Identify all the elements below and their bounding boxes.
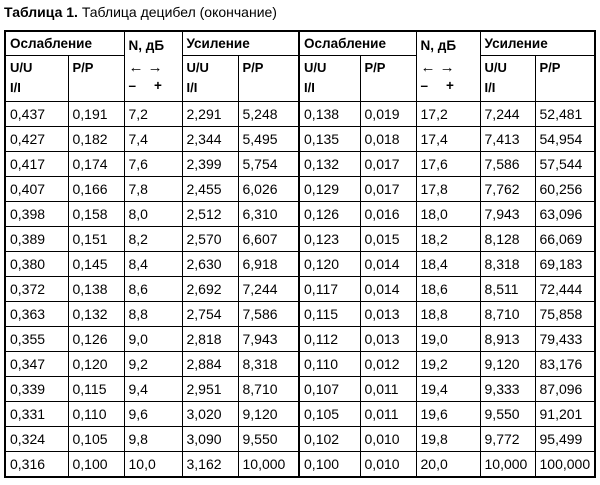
table-cell-n2: 19,0 <box>416 327 480 352</box>
table-cell-a-p: 0,120 <box>68 352 124 377</box>
table-cell-n2: 17,2 <box>416 102 480 127</box>
table-cell-a2-p: 0,019 <box>360 102 416 127</box>
table-cell-a-u: 0,355 <box>5 327 68 352</box>
table-cell-g2-u: 9,120 <box>480 352 535 377</box>
table-cell-g-p: 5,248 <box>238 102 299 127</box>
table-cell-a2-u: 0,117 <box>299 277 360 302</box>
table-row <box>5 277 595 302</box>
table-cell-g2-u: 7,943 <box>480 202 535 227</box>
header-uu-gain: U/U <box>186 60 209 75</box>
minus-sign: – <box>128 78 137 93</box>
table-caption <box>4 3 277 21</box>
arrows-text: ← → <box>128 59 163 76</box>
header-attenuation-2: Ослабление <box>299 31 416 56</box>
table-cell-g2-p: 100,000 <box>535 452 595 478</box>
arrows-icon-2 <box>421 59 480 77</box>
header-ii: I/I <box>10 80 21 95</box>
table-cell-g2-p: 83,176 <box>535 352 595 377</box>
table-cell-g-u: 2,951 <box>182 377 238 402</box>
header-gain-ratio-p-2 <box>535 56 595 102</box>
table-row <box>5 377 595 402</box>
table-row <box>5 427 595 452</box>
table-cell-a-p: 0,166 <box>68 177 124 202</box>
table-cell-g2-p: 60,256 <box>535 177 595 202</box>
table-cell-a2-p: 0,018 <box>360 127 416 152</box>
table-cell-a2-p: 0,014 <box>360 252 416 277</box>
table-cell-a-p: 0,100 <box>68 452 124 478</box>
table-cell-n: 7,2 <box>124 102 182 127</box>
minus-sign-2: – <box>420 78 429 93</box>
table-cell-a-u: 0,316 <box>5 452 68 478</box>
sign-legend-2 <box>421 77 480 95</box>
table-cell-a-p: 0,110 <box>68 402 124 427</box>
table-row <box>5 402 595 427</box>
header-ratio-ui <box>5 56 68 102</box>
table-cell-g2-u: 7,586 <box>480 152 535 177</box>
table-cell-g-p: 7,943 <box>238 327 299 352</box>
header-row-2 <box>5 56 595 102</box>
table-cell-n2: 18,6 <box>416 277 480 302</box>
table-cell-g2-u: 9,333 <box>480 377 535 402</box>
table-row <box>5 302 595 327</box>
table-cell-a-p: 0,191 <box>68 102 124 127</box>
table-cell-n: 8,2 <box>124 227 182 252</box>
table-cell-g2-u: 9,550 <box>480 402 535 427</box>
table-cell-a2-u: 0,105 <box>299 402 360 427</box>
table-cell-n: 7,6 <box>124 152 182 177</box>
table-cell-g-p: 10,000 <box>238 452 299 478</box>
table-cell-a2-p: 0,011 <box>360 402 416 427</box>
table-cell-n: 8,4 <box>124 252 182 277</box>
table-cell-a2-u: 0,115 <box>299 302 360 327</box>
table-cell-a2-u: 0,100 <box>299 452 360 478</box>
table-cell-g2-p: 57,544 <box>535 152 595 177</box>
header-ii-gain-2: I/I <box>484 80 496 95</box>
table-cell-a2-u: 0,138 <box>299 102 360 127</box>
header-row-1 <box>5 31 595 56</box>
table-cell-g-p: 5,495 <box>238 127 299 152</box>
header-ratio-p-2 <box>360 56 416 102</box>
table-cell-a2-u: 0,110 <box>299 352 360 377</box>
table-cell-g-u: 2,754 <box>182 302 238 327</box>
table-cell-g-u: 2,630 <box>182 252 238 277</box>
sign-legend <box>129 77 182 95</box>
table-cell-g2-p: 69,183 <box>535 252 595 277</box>
table-cell-a2-u: 0,126 <box>299 202 360 227</box>
table-cell-g2-p: 91,201 <box>535 402 595 427</box>
table-cell-g-p: 6,607 <box>238 227 299 252</box>
table-cell-g2-u: 10,000 <box>480 452 535 478</box>
table-title: Таблица децибел (окончание) <box>81 4 277 20</box>
table-cell-a-p: 0,132 <box>68 302 124 327</box>
table-cell-g-p: 9,550 <box>238 427 299 452</box>
table-cell-a-u: 0,417 <box>5 152 68 177</box>
table-cell-n2: 19,8 <box>416 427 480 452</box>
header-attenuation: Ослабление <box>5 31 124 56</box>
table-cell-a2-p: 0,010 <box>360 427 416 452</box>
table-cell-g-u: 2,512 <box>182 202 238 227</box>
table-cell-n: 7,8 <box>124 177 182 202</box>
table-cell-a-u: 0,437 <box>5 102 68 127</box>
table-cell-g-p: 7,244 <box>238 277 299 302</box>
table-cell-g-u: 2,455 <box>182 177 238 202</box>
table-cell-g-p: 6,918 <box>238 252 299 277</box>
header-n-db-2 <box>416 31 480 102</box>
table-row <box>5 177 595 202</box>
table-row <box>5 352 595 377</box>
table-cell-g2-p: 52,481 <box>535 102 595 127</box>
table-cell-g2-u: 7,244 <box>480 102 535 127</box>
table-cell-a-p: 0,174 <box>68 152 124 177</box>
table-cell-a-p: 0,126 <box>68 327 124 352</box>
header-pp-gain-2: P/P <box>539 60 561 75</box>
table-cell-g-u: 3,090 <box>182 427 238 452</box>
table-cell-a2-u: 0,102 <box>299 427 360 452</box>
table-cell-a2-p: 0,012 <box>360 352 416 377</box>
table-cell-a2-p: 0,014 <box>360 277 416 302</box>
table-row <box>5 127 595 152</box>
table-cell-g2-p: 75,858 <box>535 302 595 327</box>
table-cell-a-u: 0,363 <box>5 302 68 327</box>
header-pp: P/P <box>72 60 94 75</box>
header-ratio-p <box>68 56 124 102</box>
header-uu-2: U/U <box>304 60 327 75</box>
table-cell-a-u: 0,427 <box>5 127 68 152</box>
table-cell-n2: 19,4 <box>416 377 480 402</box>
header-pp-2: P/P <box>364 60 386 75</box>
header-pp-gain: P/P <box>242 60 264 75</box>
plus-sign-2: + <box>446 78 454 93</box>
table-cell-a-p: 0,105 <box>68 427 124 452</box>
table-cell-g-u: 2,291 <box>182 102 238 127</box>
table-cell-g-p: 5,754 <box>238 152 299 177</box>
table-cell-g-u: 2,692 <box>182 277 238 302</box>
table-cell-g2-u: 8,128 <box>480 227 535 252</box>
table-cell-g-p: 8,710 <box>238 377 299 402</box>
header-ii-gain: I/I <box>186 80 198 95</box>
table-cell-a2-u: 0,123 <box>299 227 360 252</box>
table-cell-n: 7,4 <box>124 127 182 152</box>
table-cell-n2: 18,8 <box>416 302 480 327</box>
table-cell-a-p: 0,151 <box>68 227 124 252</box>
table-cell-a-p: 0,145 <box>68 252 124 277</box>
table-cell-g2-u: 8,913 <box>480 327 535 352</box>
table-cell-g2-p: 87,096 <box>535 377 595 402</box>
table-cell-n2: 20,0 <box>416 452 480 478</box>
table-cell-g-p: 6,026 <box>238 177 299 202</box>
table-cell-a-u: 0,398 <box>5 202 68 227</box>
table-cell-a2-p: 0,017 <box>360 152 416 177</box>
header-gain: Усиление <box>182 31 299 56</box>
table-row <box>5 102 595 127</box>
table-cell-g-u: 2,818 <box>182 327 238 352</box>
table-cell-g2-p: 72,444 <box>535 277 595 302</box>
table-cell-g2-p: 66,069 <box>535 227 595 252</box>
table-cell-g2-u: 7,762 <box>480 177 535 202</box>
table-row <box>5 452 595 478</box>
table-cell-n2: 18,0 <box>416 202 480 227</box>
table-cell-a-u: 0,380 <box>5 252 68 277</box>
table-cell-n: 8,0 <box>124 202 182 227</box>
header-ratio-ui-2 <box>299 56 360 102</box>
table-row <box>5 202 595 227</box>
table-cell-n: 9,0 <box>124 327 182 352</box>
table-cell-a2-u: 0,112 <box>299 327 360 352</box>
header-gain-ratio-ui-2 <box>480 56 535 102</box>
header-uu: U/U <box>10 60 33 75</box>
table-cell-g2-u: 8,318 <box>480 252 535 277</box>
table-cell-a-u: 0,331 <box>5 402 68 427</box>
header-n-db-label: N, дБ <box>128 38 165 53</box>
table-cell-n: 8,6 <box>124 277 182 302</box>
table-row <box>5 152 595 177</box>
table-cell-g-p: 6,310 <box>238 202 299 227</box>
table-cell-a2-p: 0,013 <box>360 302 416 327</box>
table-cell-a-u: 0,324 <box>5 427 68 452</box>
table-cell-n2: 18,4 <box>416 252 480 277</box>
table-row <box>5 327 595 352</box>
table-cell-n: 8,8 <box>124 302 182 327</box>
table-cell-g-u: 2,884 <box>182 352 238 377</box>
table-cell-g2-u: 8,710 <box>480 302 535 327</box>
table-cell-a-p: 0,115 <box>68 377 124 402</box>
table-cell-n: 9,8 <box>124 427 182 452</box>
header-n-db-label-2: N, дБ <box>420 38 457 53</box>
table-cell-g-u: 2,570 <box>182 227 238 252</box>
table-cell-a-u: 0,389 <box>5 227 68 252</box>
table-cell-a2-p: 0,010 <box>360 452 416 478</box>
table-cell-n: 9,2 <box>124 352 182 377</box>
table-cell-a2-u: 0,107 <box>299 377 360 402</box>
arrows-text-2: ← → <box>420 59 455 76</box>
table-cell-a-u: 0,339 <box>5 377 68 402</box>
plus-sign: + <box>154 78 162 93</box>
arrows-icon <box>129 59 182 77</box>
table-cell-g2-u: 9,772 <box>480 427 535 452</box>
table-cell-g2-p: 63,096 <box>535 202 595 227</box>
table-cell-g2-p: 79,433 <box>535 327 595 352</box>
table-cell-g-p: 7,586 <box>238 302 299 327</box>
table-cell-g-u: 3,162 <box>182 452 238 478</box>
table-cell-n: 9,4 <box>124 377 182 402</box>
table-cell-n2: 17,4 <box>416 127 480 152</box>
table-cell-g2-p: 54,954 <box>535 127 595 152</box>
table-cell-a2-p: 0,015 <box>360 227 416 252</box>
header-gain-ratio-p <box>238 56 299 102</box>
table-number: Таблица 1. <box>4 4 78 20</box>
table-cell-n: 9,6 <box>124 402 182 427</box>
header-uu-gain-2: U/U <box>484 60 507 75</box>
table-cell-a2-p: 0,013 <box>360 327 416 352</box>
table-row <box>5 227 595 252</box>
table-cell-n2: 19,6 <box>416 402 480 427</box>
table-cell-g-p: 8,318 <box>238 352 299 377</box>
table-cell-a2-p: 0,011 <box>360 377 416 402</box>
table-cell-n: 10,0 <box>124 452 182 478</box>
table-cell-a-p: 0,182 <box>68 127 124 152</box>
table-cell-a2-p: 0,017 <box>360 177 416 202</box>
table-cell-a-p: 0,158 <box>68 202 124 227</box>
table-cell-g-u: 3,020 <box>182 402 238 427</box>
table-cell-a-u: 0,407 <box>5 177 68 202</box>
table-cell-a-u: 0,372 <box>5 277 68 302</box>
header-gain-ratio-ui <box>182 56 238 102</box>
header-ii-2: I/I <box>304 80 315 95</box>
table-cell-g2-p: 95,499 <box>535 427 595 452</box>
table-cell-n2: 17,8 <box>416 177 480 202</box>
table-cell-a2-u: 0,135 <box>299 127 360 152</box>
table-cell-a-p: 0,138 <box>68 277 124 302</box>
table-cell-a2-u: 0,129 <box>299 177 360 202</box>
table-cell-g2-u: 7,413 <box>480 127 535 152</box>
table-cell-n2: 17,6 <box>416 152 480 177</box>
table-cell-n2: 19,2 <box>416 352 480 377</box>
table-cell-a2-p: 0,016 <box>360 202 416 227</box>
table-cell-a-u: 0,347 <box>5 352 68 377</box>
header-n-db <box>124 31 182 102</box>
table-row <box>5 252 595 277</box>
table-cell-a2-u: 0,120 <box>299 252 360 277</box>
table-cell-g-p: 9,120 <box>238 402 299 427</box>
table-cell-g-u: 2,344 <box>182 127 238 152</box>
table-cell-n2: 18,2 <box>416 227 480 252</box>
header-gain-2: Усиление <box>480 31 595 56</box>
table-cell-a2-u: 0,132 <box>299 152 360 177</box>
table-cell-g2-u: 8,511 <box>480 277 535 302</box>
table-cell-g-u: 2,399 <box>182 152 238 177</box>
decibel-table <box>4 30 596 478</box>
